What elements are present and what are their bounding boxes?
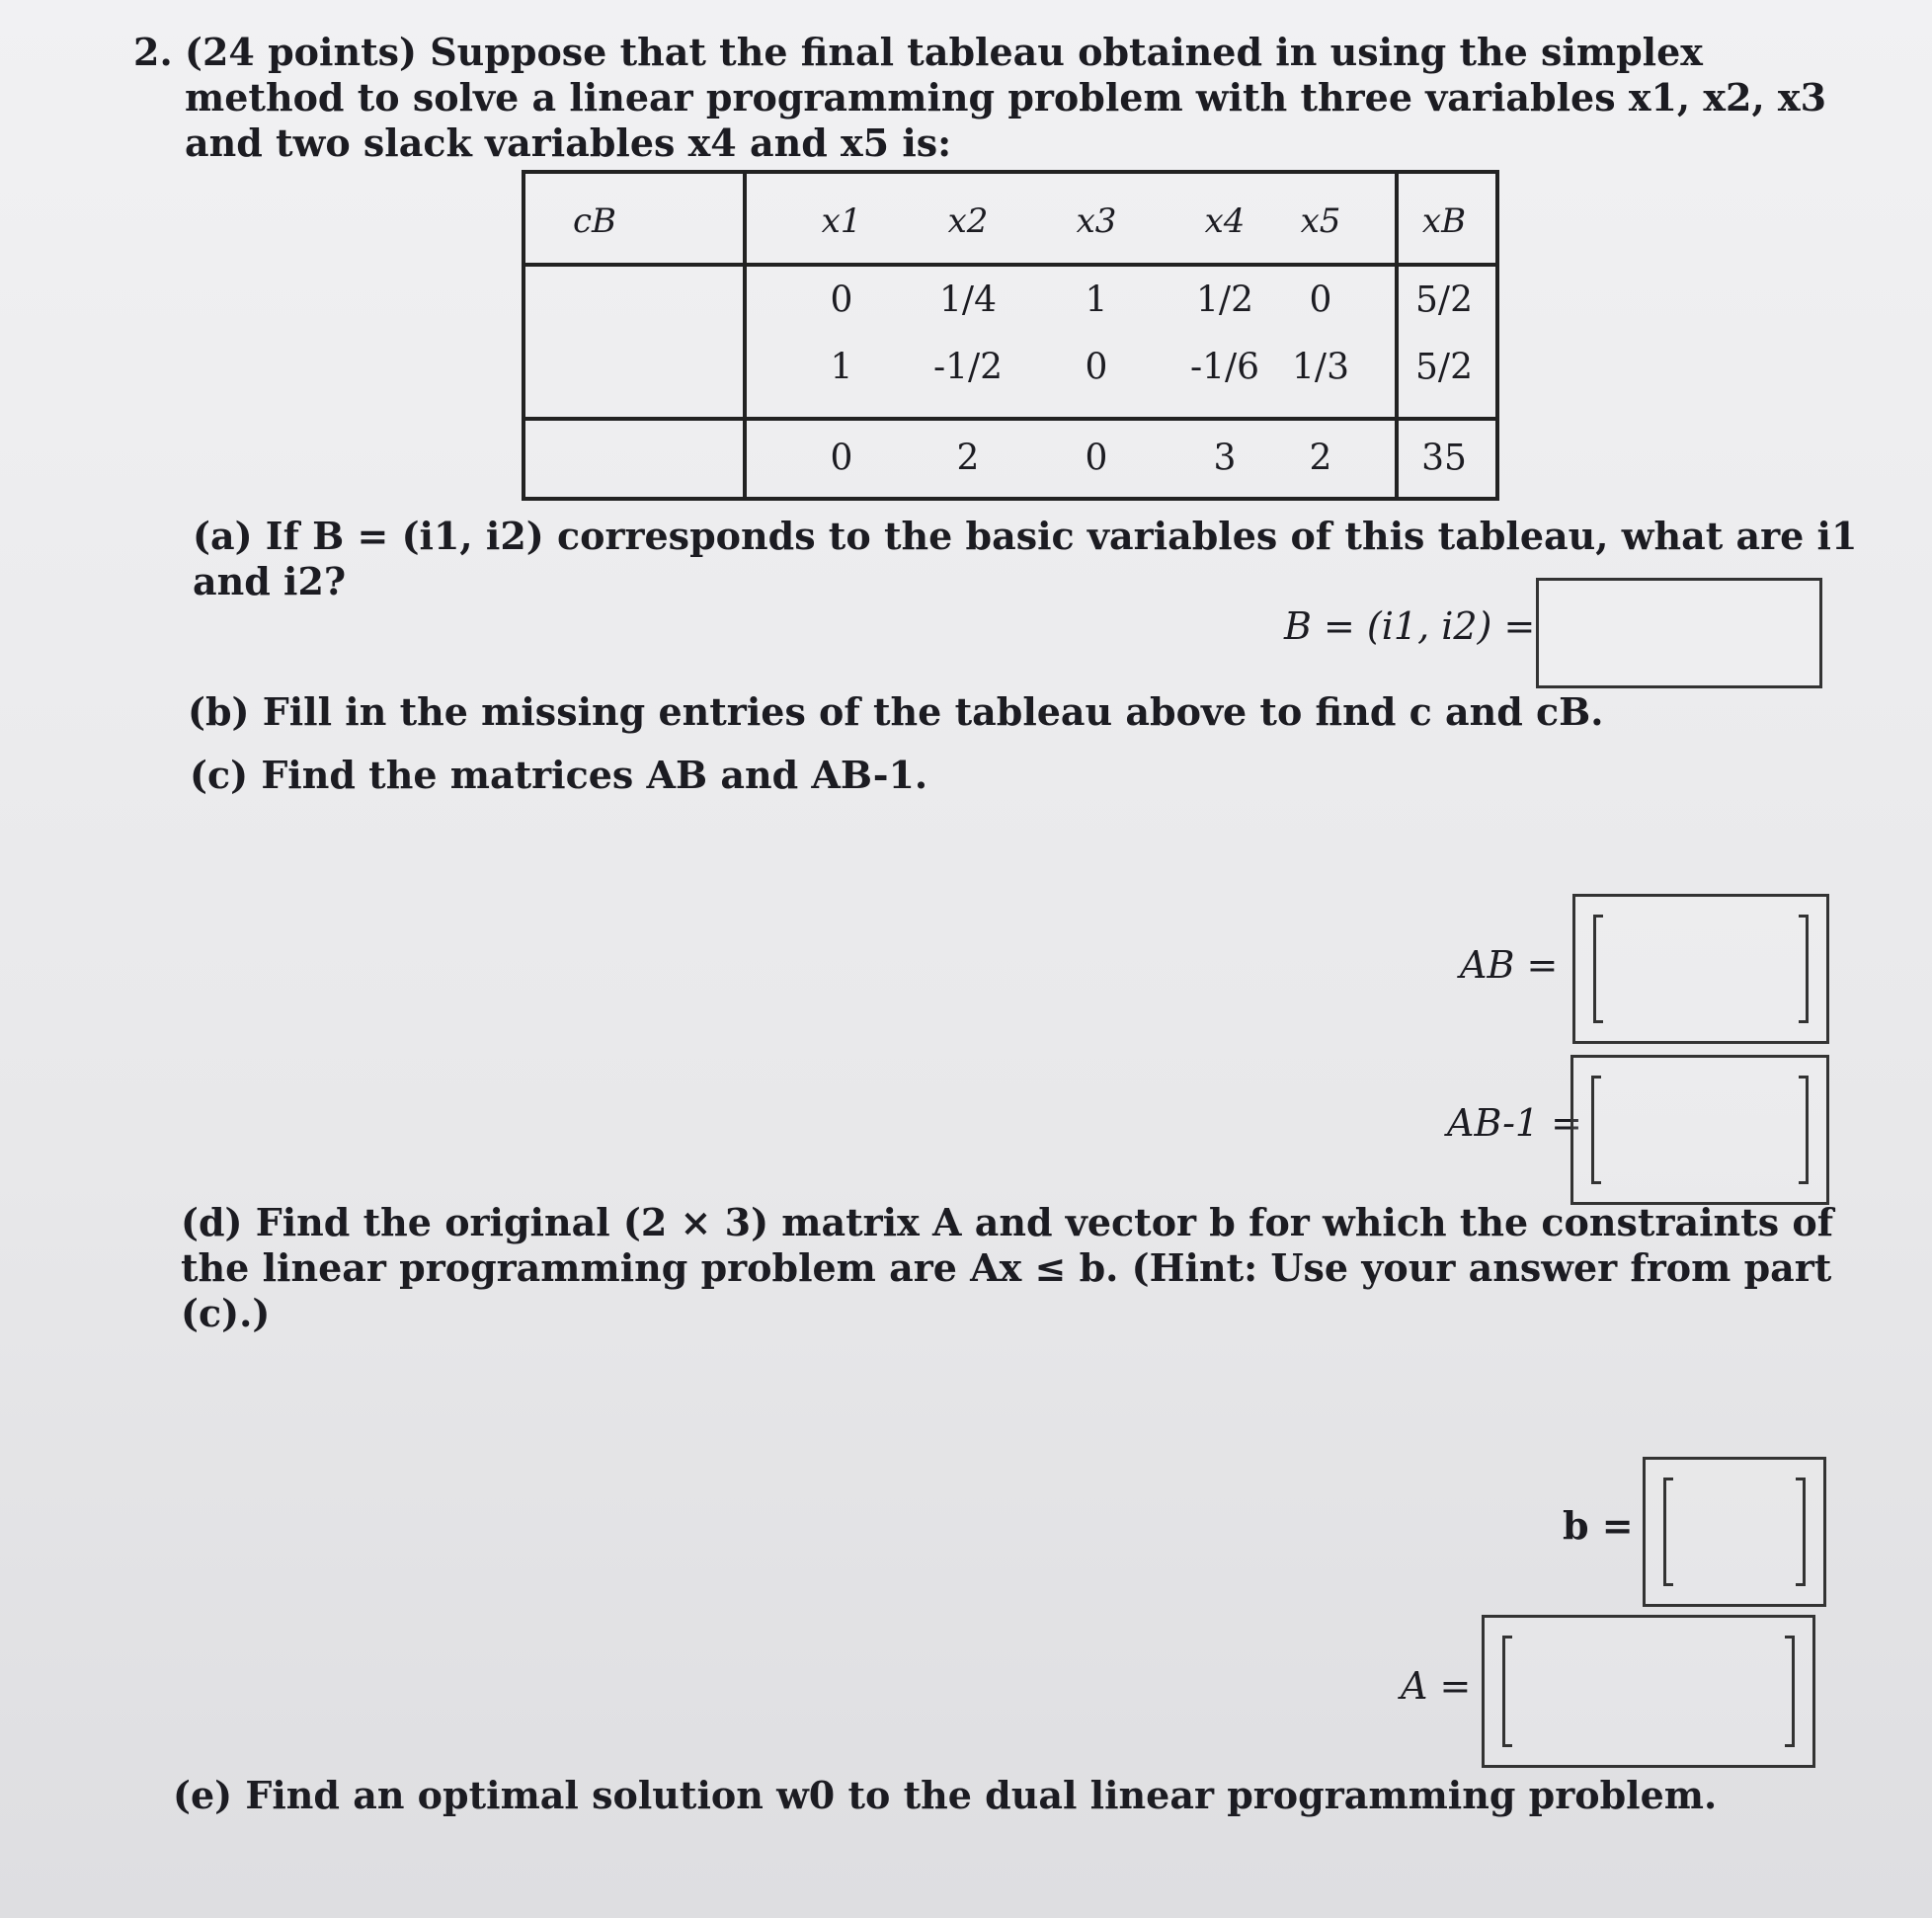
header-x3: x3 [1076, 201, 1117, 241]
problem-intro-text: Suppose that the final tableau obtained in using the simplex method to solve a linear programming problem with three variables x1, x2, x3 and two slack variables x4 and x5 is: [185, 30, 1827, 165]
row1-x4: 1/2 [1196, 280, 1253, 321]
row2-x3: 0 [1085, 347, 1108, 388]
row2-x5: 1/3 [1292, 347, 1349, 388]
left-bracket [1502, 1636, 1512, 1747]
part-c-ab-label: AB = [1460, 943, 1559, 987]
left-bracket [1663, 1478, 1673, 1587]
part-a-text: (a) If B = (i1, i2) corresponds to the basic variables of this tableau, what are i1 and i2? [193, 514, 1858, 603]
obj-x4: 3 [1213, 438, 1237, 479]
problem-intro [185, 30, 1852, 166]
right-bracket [1799, 915, 1809, 1024]
obj-xb: 35 [1421, 438, 1467, 479]
part-e-text: (e) Find an optimal solution w0 to the dual linear programming problem. [173, 1773, 1718, 1817]
part-d-b-answer-box[interactable] [1643, 1457, 1826, 1607]
simplex-tableau [522, 170, 1499, 501]
header-xb: xB [1421, 201, 1467, 241]
row1-x5: 0 [1309, 280, 1332, 321]
problem-number: 2. [133, 30, 173, 74]
obj-x5: 2 [1309, 438, 1332, 479]
row2-x2: -1/2 [932, 347, 1004, 388]
part-c-abinv-label: AB-1 = [1447, 1101, 1583, 1145]
right-bracket [1796, 1478, 1806, 1587]
header-cb: cB [572, 201, 617, 241]
part-d-b-label: b = [1563, 1503, 1634, 1548]
row1-x3: 1 [1085, 280, 1108, 321]
right-bracket [1799, 1076, 1809, 1185]
tableau-cb-divider [743, 174, 747, 497]
problem-header [133, 30, 1852, 166]
problem-points: (24 points) [185, 30, 417, 74]
header-x4: x4 [1204, 201, 1246, 241]
part-b-text: (b) Fill in the missing entries of the tableau above to find c and cB. [188, 689, 1604, 734]
part-d-a-label: A = [1401, 1664, 1472, 1708]
tableau-xb-divider [1395, 174, 1399, 497]
part-c-ab-answer-box[interactable] [1572, 894, 1829, 1044]
right-bracket [1785, 1636, 1795, 1747]
row1-x1: 0 [830, 280, 853, 321]
part-c-text: (c) Find the matrices AB and AB-1. [190, 753, 928, 797]
tableau-objective-divider [525, 417, 1495, 421]
part-a-answer-box[interactable] [1536, 578, 1822, 688]
row2-x4: -1/6 [1189, 347, 1260, 388]
tableau-header-divider [525, 263, 1495, 267]
part-d-a-answer-box[interactable] [1482, 1615, 1815, 1768]
part-a-answer-label: B = (i1, i2) = [1284, 604, 1536, 648]
obj-x2: 2 [956, 438, 980, 479]
header-x5: x5 [1300, 201, 1341, 241]
row1-xb: 5/2 [1415, 280, 1473, 321]
row2-xb: 5/2 [1415, 347, 1473, 388]
header-x1: x1 [821, 201, 862, 241]
left-bracket [1591, 1076, 1601, 1185]
obj-x3: 0 [1085, 438, 1108, 479]
row2-x1: 1 [830, 347, 853, 388]
row1-x2: 1/4 [939, 280, 997, 321]
header-x2: x2 [947, 201, 989, 241]
left-bracket [1593, 915, 1603, 1024]
obj-x1: 0 [830, 438, 853, 479]
part-c-abinv-answer-box[interactable] [1570, 1055, 1829, 1205]
part-d-text: (d) Find the original (2 × 3) matrix A and vector b for which the constraints of the linear programming problem are Ax ≤ b. (Hint: Use your answer from part (c).) [181, 1200, 1834, 1335]
